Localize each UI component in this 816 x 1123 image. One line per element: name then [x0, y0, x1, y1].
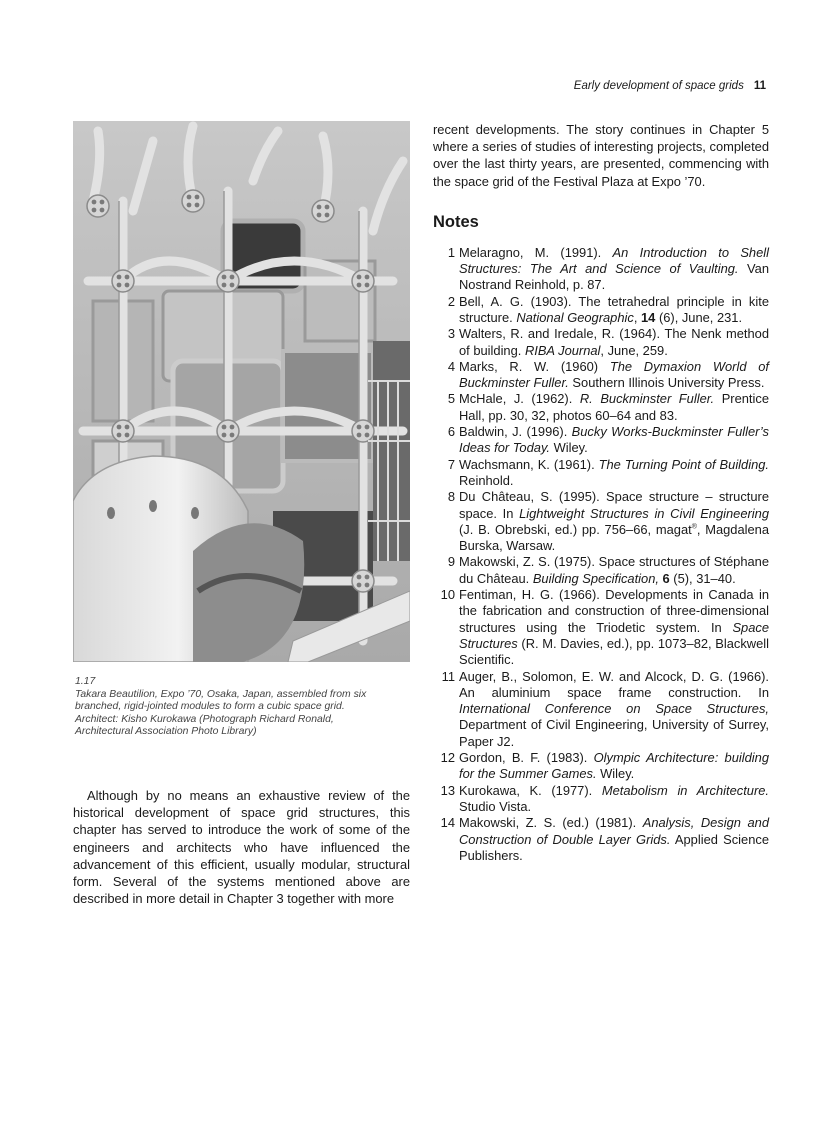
figure-number: 1.17 — [75, 676, 96, 687]
note-item — [433, 424, 769, 457]
note-number: 11 — [441, 668, 455, 684]
note-number: 9 — [447, 554, 455, 570]
note-text: McHale, J. (1962). R. Buckminster Fuller. Prentice Hall, pp. 30, 32, photos 60–64 and 83. — [459, 391, 769, 423]
note-item — [433, 587, 769, 668]
note-item — [433, 815, 769, 864]
caption-line: Architect: Kisho Kurokawa (Photograph Richard Ronald, — [75, 713, 334, 725]
note-number: 3 — [447, 326, 455, 342]
note-number: 6 — [447, 424, 455, 440]
note-text: Du Château, S. (1995). Space structure – structure space. In Lightweight Structures in Civil Engineering (J. B. Obrebski, ed.) pp. 756–66, magat®, Magdalena Burska, Warsaw. — [459, 489, 769, 554]
note-number: 1 — [447, 244, 455, 260]
note-number: 4 — [447, 358, 455, 374]
running-title: Early development of space grids — [573, 80, 744, 92]
figure-photo — [73, 121, 410, 662]
intro-paragraph: recent developments. The story continues in Chapter 5 where a series of studies of interesting projects, completed over the last thirty years, are presented, commencing with the space grid of the Festival Plaza at Expo ’70. — [433, 122, 769, 189]
running-header — [574, 80, 766, 92]
note-number: 8 — [447, 489, 455, 505]
note-text: Bell, A. G. (1903). The tetrahedral principle in kite structure. National Geographic, 14 (6), June, 231. — [459, 293, 769, 325]
note-item — [433, 750, 769, 783]
note-item — [433, 783, 769, 816]
note-item — [433, 391, 769, 424]
note-number: 10 — [440, 587, 455, 603]
note-text: Marks, R. W. (1960) The Dymaxion World of Buckminster Fuller. Southern Illinois University Press. — [459, 358, 770, 391]
note-text: Wachsmann, K. (1961). The Turning Point of Building. Reinhold. — [459, 456, 769, 488]
figure-caption — [75, 676, 410, 739]
note-text: Makowski, Z. S. (1975). Space structures of Stéphane du Château. Building Specification, 6 (5), 31–40. — [459, 554, 769, 586]
body-paragraph: Although by no means an exhaustive review of the historical development of space grid structures, this chapter has served to introduce the work of some of the engineers and architects who have influenced the advancement of this efficient, usually modular, structural form. Several of the systems mentioned above are described in more detail in Chapter 3 together with more — [73, 788, 410, 907]
note-text: Kurokawa, K. (1977). Metabolism in Architecture. Studio Vista. — [459, 782, 770, 814]
note-text: Melaragno, M. (1991). An Introduction to Shell Structures: The Art and Science of Vaulting. Van Nostrand Reinhold, p. 87. — [459, 244, 770, 293]
caption-line: branched, rigid-jointed modules to form a cubic space grid. — [75, 701, 345, 713]
note-item — [433, 245, 769, 294]
note-item — [433, 326, 769, 359]
note-number: 13 — [440, 782, 455, 798]
caption-line: Takara Beautilion, Expo ’70, Osaka, Japan, assembled from six — [75, 688, 367, 700]
note-item — [433, 359, 769, 392]
note-text: Makowski, Z. S. (ed.) (1981). Analysis, Design and Construction of Double Layer Grids. Applied Science Publishers. — [459, 815, 769, 863]
note-number: 12 — [440, 750, 455, 766]
note-number: 7 — [447, 456, 455, 472]
note-number: 2 — [447, 293, 455, 309]
note-text: Baldwin, J. (1996). Bucky Works-Buckminster Fuller’s Ideas for Today. Wiley. — [459, 424, 769, 456]
notes-list — [433, 245, 769, 864]
note-item — [433, 457, 769, 490]
left-body-text — [73, 787, 410, 907]
right-column — [433, 121, 769, 864]
note-item — [433, 554, 769, 587]
page-number: 11 — [753, 80, 766, 92]
note-text: Auger, B., Solomon, E. W. and Alcock, D. G. (1966). An aluminium space frame construction. In International Conference on Space Structures, Department of Civil Engineering, University of Surrey, Paper J2. — [459, 668, 769, 749]
note-text: Fentiman, H. G. (1966). Developments in Canada in the fabrication and construction of three-dimensional structures using the Triodetic system. In Space Structures (R. M. Davies, ed.), pp. 1073–82, Blackwell Scientific. — [459, 587, 769, 668]
note-text: Walters, R. and Iredale, R. (1964). The Nenk method of building. RIBA Journal, June, 259. — [459, 326, 769, 358]
note-number: 14 — [440, 815, 455, 831]
note-item — [433, 489, 769, 554]
caption-line: Architectural Association Photo Library) — [75, 726, 257, 738]
note-text: Gordon, B. F. (1983). Olympic Architecture: building for the Summer Games. Wiley. — [459, 750, 769, 782]
note-item — [433, 669, 769, 750]
note-item — [433, 294, 769, 327]
notes-heading: Notes — [433, 212, 479, 231]
note-number: 5 — [447, 391, 455, 407]
